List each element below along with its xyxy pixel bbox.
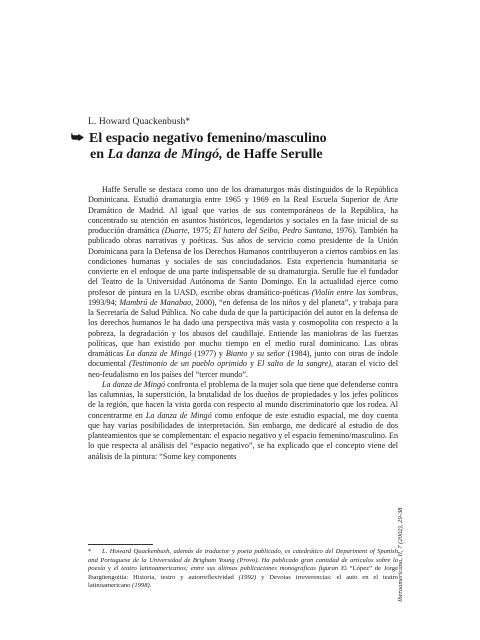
paragraph-1 bbox=[88, 185, 398, 380]
p1-italic: El hatero del Seibo, Pedro Santana, bbox=[213, 226, 334, 235]
footnote-italic: (1998). bbox=[132, 582, 152, 590]
p1-text: (1984), junto con otras de índole documental bbox=[88, 349, 398, 369]
title-line-2 bbox=[71, 147, 411, 163]
footnote-italic: (1992) bbox=[238, 573, 257, 581]
p1-text: (1977) y bbox=[191, 349, 226, 358]
title-line-2-italic: La danza de Mingó, bbox=[107, 147, 223, 162]
p2-italic: La danza de Mingó bbox=[145, 410, 212, 420]
p1-text: 1976). También ha publicado obras narrativas y poéticas. Sus años de servicio como presidente de la Unión Dominicana para la Defensa de los Derechos Humanos contribuyeron a ciertos cambios en las condiciones humanas y sociales de sus conciudadanos. Esta experiencia humanitaria se convierte en el enfoque de una parte indispensable de su dramaturgia. Serulle fue el fundador del Teatro de la Universidad Autónoma de Santo Domingo. En la actualidad ejerce como profesor de pintura en la UASD, escribe obras dramático-poéticas bbox=[88, 226, 398, 297]
title-line-1: El espacio negativo femenino/masculino bbox=[89, 131, 327, 146]
footnote-text: y Devotas irreverencias: el auto en el teatro latinoamericano bbox=[88, 573, 398, 590]
p1-text: atacan el vicio del neo-feudalismo en los países del “tercer mundo”. bbox=[88, 359, 399, 379]
p2-text: confronta el problema de la mujer sola que tiene que defenderse contra las calumnias, la superstición, la brutalidad de los dueños de propiedades y los jefes políticos de la región, que hacen la vista gorda con respecto al mundo discriminatorio que los rodea. Al concentrarme en bbox=[88, 379, 398, 420]
p1-italic: (Violín entre las sombras, bbox=[311, 287, 398, 297]
p1-italic: Mambrú de Manabao, bbox=[119, 297, 194, 307]
journal-citation: Iberoamericana, II, 7 (2002), 29-38 bbox=[397, 507, 404, 602]
p1-text: y bbox=[246, 359, 258, 369]
arrow-curve-right-icon: ⮩ bbox=[71, 131, 85, 146]
paragraph-2 bbox=[88, 380, 398, 462]
p2-italic: La danza de Mingó bbox=[102, 379, 166, 389]
p1-italic: (Duarte, bbox=[161, 226, 190, 235]
p1-italic: La danza de Mingó bbox=[126, 349, 192, 358]
footnote bbox=[88, 548, 398, 591]
title-line-2-pre: en bbox=[90, 147, 108, 162]
p1-text: Haffe Serulle se destaca como uno de los dramaturgos más distinguidos de la República Dominicana. Estudió dramaturgia entre 1965 y 1969 en la Real Escuela Superior de Arte Dramático de Madrid. Al igual que varios de sus contemporáneos de la República, ha concentrado su atención en asuntos históricos, legendarios y sociales en la fase inicial de su producción dramática bbox=[88, 185, 398, 235]
p1-italic: (Testimonio de un pueblo oprimido bbox=[128, 359, 247, 369]
footnote-text: El “López” de Jorge Ibargüengoitia: Historia, testro y autorreflexividad bbox=[88, 565, 398, 581]
p1-text: 1993/94; bbox=[88, 297, 120, 307]
footnote-italic: L. Howard Quackenbush, además de traductor y poeta publicado, es catedrático del Department of Spanish and Portuguese de la Universidad de Brigham Young (Provo). Ha publicado gran cantidad de artículos sobre la poesía y el teatro latinoamericanos; entre sus últimas publicaciones monográficas figuran bbox=[88, 548, 398, 573]
footnote-rule bbox=[88, 544, 153, 545]
author-name: L. Howard Quackenbush* bbox=[88, 117, 191, 127]
p1-italic: Bianto y su señor bbox=[225, 349, 285, 358]
article-body bbox=[88, 185, 398, 462]
article-title bbox=[71, 131, 411, 163]
p1-italic: El salto de la sangre), bbox=[257, 359, 333, 369]
p1-text: 2000), “en defensa de los niños y del planeta”, y trabaja para la Secretaría de Salud Pública. No cabe duda de que la participación del autor en la defensa de los derechos humanos le ha dado una perspectiva más vasta y cosmopolita con respecto a la pobreza, la degradación y los abusos del caudillaje. Entiende las maniobras de las fuerzas políticas, que han existido por mucho tiempo en el medio rural dominicano. Las obras dramáticas bbox=[88, 297, 398, 358]
footnote-mark: * bbox=[88, 548, 92, 555]
p2-text: como enfoque de este estudio espacial, me doy cuenta que hay varias posibilidades de interpretación. Sin embargo, me dedicaré al estudio de dos planteamientos que se complementan: el espacio negativo y el espacio femenino/masculino. En lo que respecta al análisis del “espacio negativo”, se ha explicado que el concepto viene del análisis de la pintura: “Some key components bbox=[88, 410, 399, 461]
title-line-2-post: de Haffe Serulle bbox=[222, 147, 323, 162]
p1-text: 1975; bbox=[189, 226, 214, 235]
